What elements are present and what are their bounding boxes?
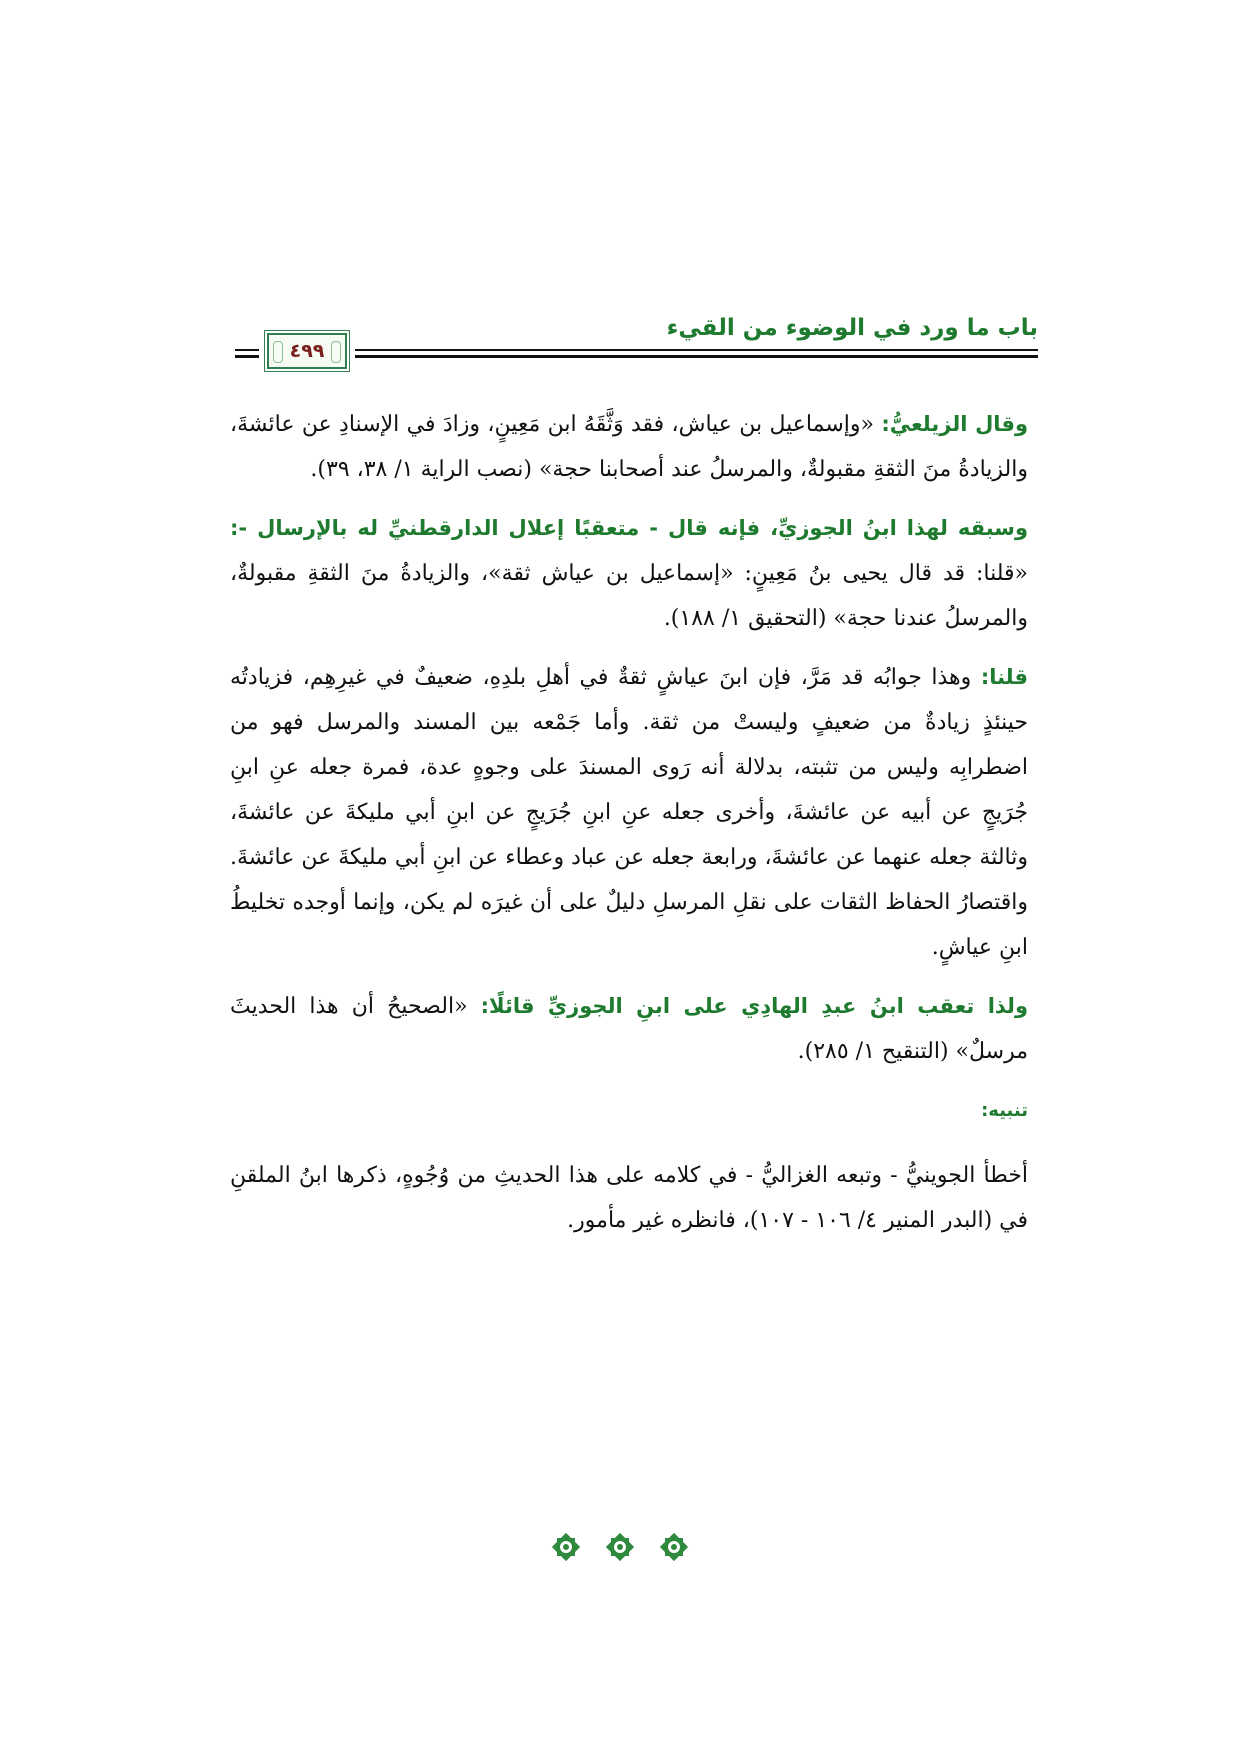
chapter-title: باب ما ورد في الوضوء من القيء [666,315,1038,341]
paragraph-text: «قلنا: قد قال يحيى بنُ مَعِينٍ: «إسماعيل بن عياش ثقة»، والزيادةُ منَ الثقةِ مقبولةٌ، والمرسلُ عندنا حجة» (التحقيق ١/ ١٨٨). [230,561,1028,631]
paragraph-lead: وقال الزيلعيُّ: [881,412,1028,436]
flower-ornament-icon [603,1530,637,1564]
note-text: أخطأ الجوينيُّ - وتبعه الغزاليُّ - في كلامه على هذا الحديثِ من وُجُوهٍ، ذكرها ابنُ الملقنِ في (البدر المنير ٤/ ١٠٦ - ١٠٧)، فانظره غير مأمور. [230,1163,1028,1233]
paragraph [230,655,1028,970]
note-heading: تنبيه: [981,1100,1028,1121]
paragraph [230,402,1028,492]
paragraph [230,506,1028,641]
flower-ornament-icon [549,1530,583,1564]
paragraph-text: «الصحيحُ أن هذا الحديثَ مرسلٌ» (التنقيح ١/ ٢٨٥). [230,994,1028,1064]
paragraph-lead: وسبقه لهذا ابنُ الجوزيِّ، فإنه قال - متعقبًا إعلال الدارقطنيِّ له بالإرسال -: [230,516,1028,540]
paragraph-text: وهذا جوابُه قد مَرَّ، فإن ابنَ عياشٍ ثقةٌ في أهلِ بلدِهِ، ضعيفٌ في غيرِهِم، فزيادتُه حينئذٍ زيادةٌ من ضعيفٍ وليستْ من ثقة. وأما جَمْعه بين المسند والمرسل فهو من اضطرابِه وليس من تثبته، بدلالة أنه رَوى المسندَ على وجوهٍ عدة، فمرة جعله عنِ ابنِ جُرَيجٍ عن أبيه عن عائشةَ، وأخرى جعله عنِ ابنِ جُرَيجٍ عن ابنِ أبي مليكةَ عن عائشةَ، وثالثة جعله عنهما عن عائشةَ، ورابعة جعله عن عباد وعطاء عن ابنِ أبي مليكةَ عن عائشةَ. واقتصارُ الحفاظ الثقات على نقلِ المرسلِ دليلٌ على أن غيرَه لم يكن، وإنما أوجده تخليطُ ابنِ عياشٍ. [230,665,1028,960]
header-rule [355,355,603,358]
paragraph-lead: ولذا تعقب ابنُ عبدِ الهادِي على ابنِ الجوزيِّ قائلًا: [480,994,1028,1018]
paragraph-lead: قلنا: [980,665,1028,689]
end-ornament [0,1530,1240,1564]
header-rule [355,349,603,351]
flower-ornament-icon [657,1530,691,1564]
header-rule [235,355,259,358]
header-rule [603,349,1038,351]
page-number-badge [267,333,347,369]
paragraph-text: «وإسماعيل بن عياش، فقد وَثَّقَهُ ابن مَعِينٍ، وزادَ في الإسنادِ عن عائشةَ، والزيادةُ منَ الثقةِ مقبولةٌ، والمرسلُ عند أصحابنا حجة» (نصب الراية ١/ ٣٨، ٣٩). [230,412,1028,482]
page-number: ٤٩٩ [289,340,325,362]
page-body [230,402,1028,1257]
page-header [235,315,1038,375]
header-rule [235,349,259,351]
header-rule [603,355,1038,358]
paragraph [230,984,1028,1074]
